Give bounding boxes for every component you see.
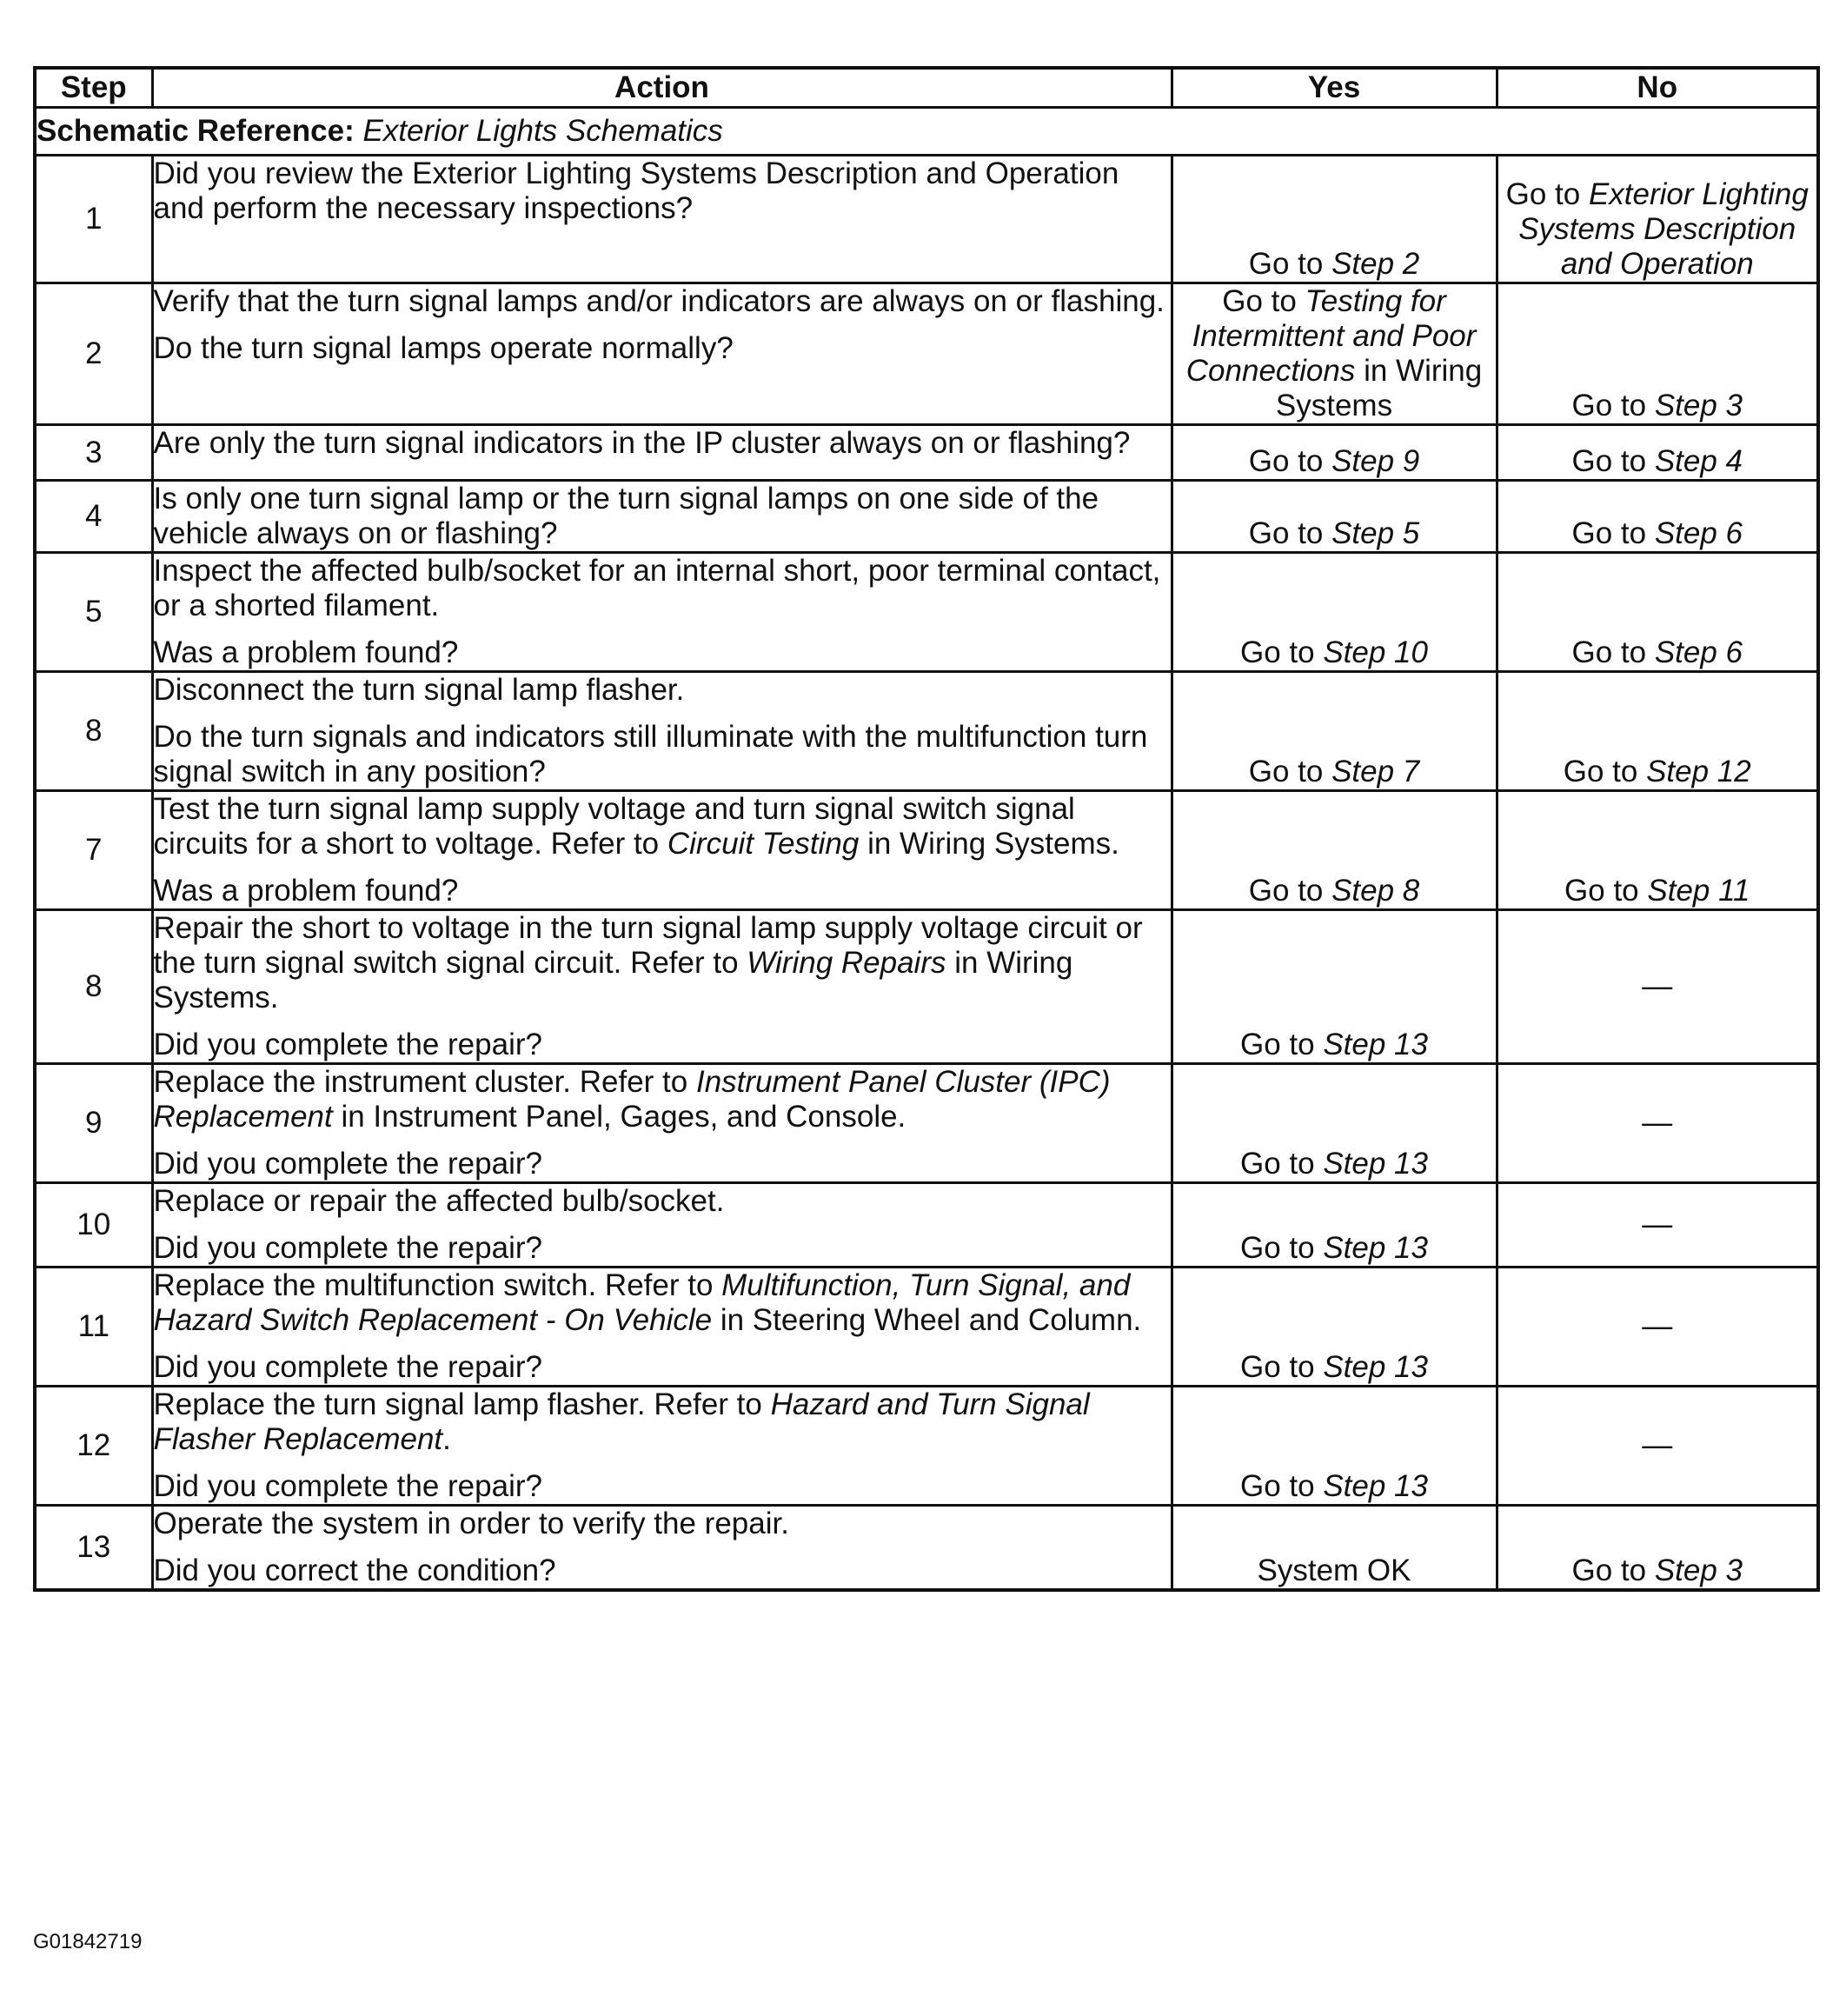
header-row	[35, 68, 1818, 108]
action-paragraph	[154, 1028, 1171, 1062]
text-run: —	[1642, 969, 1673, 1003]
table-row	[35, 1183, 1818, 1267]
action-paragraph	[154, 635, 1171, 670]
schematic-reference-label: Schematic Reference:	[37, 114, 355, 148]
reference-text[interactable]: Step 9	[1331, 444, 1420, 478]
text-run: Did you review the Exterior Lighting Systems Description and Operation and perform the necessary inspections?	[153, 156, 1119, 225]
reference-text[interactable]: Step 7	[1331, 755, 1420, 788]
no-cell	[1497, 910, 1818, 1064]
text-run: Replace the turn signal lamp flasher. Refer to	[153, 1387, 771, 1421]
no-cell	[1497, 1267, 1818, 1387]
reference-text[interactable]: Exterior Lighting Systems Description and Operation	[1518, 177, 1809, 281]
action-cell	[152, 1183, 1172, 1267]
action-paragraph	[154, 1350, 1171, 1385]
action-paragraph	[154, 284, 1171, 319]
action-paragraph	[154, 482, 1171, 551]
table-row	[35, 910, 1818, 1064]
text-run: Did you complete the repair?	[153, 1147, 542, 1181]
no-cell	[1497, 481, 1818, 553]
no-cell	[1497, 156, 1818, 283]
text-run: Did you complete the repair?	[153, 1231, 542, 1265]
table-row	[35, 553, 1818, 672]
header-action: Action	[152, 68, 1172, 108]
yes-cell	[1172, 672, 1497, 791]
reference-text[interactable]: Step 6	[1654, 516, 1743, 550]
step-number: 1	[35, 156, 152, 283]
yes-cell	[1172, 1064, 1497, 1183]
text-run: Did you correct the condition?	[153, 1554, 556, 1587]
schematic-reference-link[interactable]: Exterior Lights Schematics	[362, 114, 723, 148]
step-number: 4	[35, 481, 152, 553]
reference-text[interactable]: Step 12	[1646, 755, 1751, 788]
text-run: in Wiring Systems.	[153, 946, 1073, 1015]
action-paragraph	[154, 426, 1171, 461]
text-run: Go to	[1248, 444, 1332, 478]
reference-text[interactable]: Testing for Intermittent and Poor Connections	[1185, 284, 1477, 388]
action-paragraph	[154, 1268, 1171, 1338]
text-run: Did you complete the repair?	[153, 1469, 542, 1503]
action-paragraph	[154, 1507, 1171, 1541]
table-row	[35, 1506, 1818, 1591]
no-cell	[1497, 791, 1818, 910]
reference-text[interactable]: Wiring Repairs	[747, 946, 946, 980]
table-row	[35, 1064, 1818, 1183]
action-cell	[152, 156, 1172, 283]
step-number: 2	[35, 283, 152, 425]
yes-cell	[1172, 1506, 1497, 1591]
reference-text[interactable]: Step 5	[1331, 516, 1420, 550]
text-run: Do the turn signals and indicators still illuminate with the multifunction turn signal switch in any position?	[153, 720, 1148, 788]
action-paragraph	[154, 874, 1171, 908]
text-run: Go to	[1564, 874, 1648, 908]
text-run: in Instrument Panel, Gages, and Console.	[332, 1100, 906, 1134]
step-number: 11	[35, 1267, 152, 1387]
yes-cell	[1172, 425, 1497, 481]
no-cell	[1497, 1387, 1818, 1506]
text-run: Go to	[1240, 1231, 1324, 1265]
header-no: No	[1497, 68, 1818, 108]
reference-text[interactable]: Circuit Testing	[667, 827, 860, 861]
yes-cell	[1172, 1183, 1497, 1267]
reference-text[interactable]: Step 4	[1654, 444, 1743, 478]
action-paragraph	[154, 331, 1171, 366]
text-run: Inspect the affected bulb/socket for an internal short, poor terminal contact, or a shorted filament.	[153, 554, 1161, 622]
text-run: Replace the multifunction switch. Refer to	[153, 1268, 722, 1302]
text-run: Go to	[1571, 516, 1655, 550]
text-run: Go to	[1240, 1147, 1324, 1181]
text-run: Go to	[1222, 284, 1305, 318]
text-run: .	[442, 1422, 451, 1456]
text-run: Go to	[1248, 247, 1332, 281]
no-cell	[1497, 672, 1818, 791]
yes-cell	[1172, 283, 1497, 425]
reference-text[interactable]: Step 8	[1331, 874, 1420, 908]
table-row	[35, 672, 1818, 791]
text-run: System OK	[1257, 1554, 1411, 1587]
text-run: —	[1642, 1208, 1673, 1241]
reference-text[interactable]: Step 13	[1323, 1231, 1428, 1265]
text-run: Do the turn signal lamps operate normally?	[153, 331, 734, 365]
action-cell	[152, 1387, 1172, 1506]
action-cell	[152, 910, 1172, 1064]
action-cell	[152, 481, 1172, 553]
text-run: Go to	[1571, 1554, 1655, 1587]
table-row	[35, 156, 1818, 283]
action-cell	[152, 791, 1172, 910]
reference-text[interactable]: Step 13	[1323, 1147, 1428, 1181]
yes-cell	[1172, 791, 1497, 910]
schematic-reference-row	[35, 108, 1818, 156]
text-run: Go to	[1240, 1350, 1324, 1384]
text-run: in Steering Wheel and Column.	[712, 1303, 1142, 1337]
text-run: Verify that the turn signal lamps and/or indicators are always on or flashing.	[153, 284, 1165, 318]
schematic-reference	[35, 108, 1818, 156]
text-run: Are only the turn signal indicators in the IP cluster always on or flashing?	[153, 426, 1131, 460]
step-number: 9	[35, 1064, 152, 1183]
step-number: 3	[35, 425, 152, 481]
reference-text[interactable]: Step 13	[1323, 1028, 1428, 1061]
text-run: Go to	[1248, 874, 1332, 908]
text-run: —	[1642, 1428, 1673, 1462]
text-run: Disconnect the turn signal lamp flasher.	[153, 673, 685, 707]
text-run: —	[1642, 1106, 1673, 1140]
action-paragraph	[154, 673, 1171, 708]
action-paragraph	[154, 1387, 1171, 1457]
reference-text[interactable]: Multifunction, Turn Signal, and Hazard Switch Replacement - On Vehicle	[153, 1268, 1131, 1337]
yes-cell	[1172, 481, 1497, 553]
text-run: in Wiring Systems.	[859, 827, 1119, 861]
reference-text[interactable]: Step 11	[1647, 874, 1750, 908]
reference-text[interactable]: Step 6	[1654, 635, 1743, 669]
text-run: Did you complete the repair?	[153, 1028, 542, 1061]
action-cell	[152, 1064, 1172, 1183]
reference-text[interactable]: Instrument Panel Cluster (IPC) Replacement	[153, 1065, 1111, 1134]
text-run: Repair the short to voltage in the turn signal lamp supply voltage circuit or the turn signal switch signal circuit. Refer to	[153, 911, 1143, 980]
text-run: Did you complete the repair?	[153, 1350, 542, 1384]
step-number: 7	[35, 791, 152, 910]
text-run: Go to	[1248, 755, 1332, 788]
text-run: Go to	[1563, 755, 1647, 788]
table-row	[35, 791, 1818, 910]
action-paragraph	[154, 554, 1171, 623]
action-cell	[152, 553, 1172, 672]
action-cell	[152, 1506, 1172, 1591]
no-cell	[1497, 1183, 1818, 1267]
reference-text[interactable]: Step 2	[1331, 247, 1420, 281]
table-row	[35, 1267, 1818, 1387]
no-cell	[1497, 425, 1818, 481]
step-number: 10	[35, 1183, 152, 1267]
diagnostic-table-wrapper	[33, 66, 1816, 1592]
text-run: Go to	[1240, 1469, 1324, 1503]
no-cell	[1497, 1506, 1818, 1591]
no-cell	[1497, 553, 1818, 672]
action-paragraph	[154, 1554, 1171, 1588]
no-cell	[1497, 283, 1818, 425]
text-run: in Wiring Systems	[1275, 354, 1483, 422]
text-run: Go to	[1571, 444, 1655, 478]
text-run: Go to	[1505, 177, 1589, 211]
step-number: 13	[35, 1506, 152, 1591]
action-paragraph	[154, 792, 1171, 862]
step-number: 8	[35, 672, 152, 791]
text-run: Was a problem found?	[153, 635, 459, 669]
action-paragraph	[154, 1469, 1171, 1504]
figure-id: G01842719	[33, 1930, 143, 1953]
text-run: Go to	[1240, 635, 1324, 669]
text-run: Go to	[1248, 516, 1332, 550]
step-number: 8	[35, 910, 152, 1064]
reference-text[interactable]: Step 13	[1323, 1350, 1428, 1384]
action-paragraph	[154, 911, 1171, 1015]
yes-cell	[1172, 910, 1497, 1064]
action-cell	[152, 1267, 1172, 1387]
text-run: Operate the system in order to verify the repair.	[153, 1507, 789, 1540]
text-run: Replace the instrument cluster. Refer to	[153, 1065, 696, 1099]
header-step: Step	[35, 68, 152, 108]
text-run: Go to	[1571, 635, 1655, 669]
reference-text[interactable]: Step 13	[1323, 1469, 1428, 1503]
action-paragraph	[154, 1065, 1171, 1134]
action-paragraph	[154, 156, 1171, 226]
action-paragraph	[154, 720, 1171, 789]
text-run: —	[1642, 1309, 1673, 1343]
text-run: Was a problem found?	[153, 874, 459, 908]
header-yes: Yes	[1172, 68, 1497, 108]
step-number: 12	[35, 1387, 152, 1506]
yes-cell	[1172, 1387, 1497, 1506]
action-paragraph	[154, 1147, 1171, 1181]
step-number: 5	[35, 553, 152, 672]
action-cell	[152, 672, 1172, 791]
text-run: Go to	[1571, 389, 1655, 422]
yes-cell	[1172, 553, 1497, 672]
action-paragraph	[154, 1184, 1171, 1219]
table-row	[35, 1387, 1818, 1506]
no-cell	[1497, 1064, 1818, 1183]
reference-text[interactable]: Step 10	[1323, 635, 1428, 669]
reference-text[interactable]: Hazard and Turn Signal Flasher Replacement	[153, 1387, 1090, 1456]
diagnostic-table	[33, 66, 1820, 1592]
table-body	[35, 108, 1818, 1591]
text-run: Is only one turn signal lamp or the turn signal lamps on one side of the vehicle always on or flashing?	[153, 482, 1099, 550]
action-cell	[152, 425, 1172, 481]
action-cell	[152, 283, 1172, 425]
table-row	[35, 425, 1818, 481]
reference-text[interactable]: Step 3	[1654, 389, 1743, 422]
table-row	[35, 481, 1818, 553]
yes-cell	[1172, 1267, 1497, 1387]
reference-text[interactable]: Step 3	[1654, 1554, 1743, 1587]
text-run: Replace or repair the affected bulb/socket.	[153, 1184, 725, 1218]
text-run: Test the turn signal lamp supply voltage and turn signal switch signal circuits for a short to voltage. Refer to	[153, 792, 1075, 861]
table-row	[35, 283, 1818, 425]
text-run: Go to	[1240, 1028, 1324, 1061]
yes-cell	[1172, 156, 1497, 283]
action-paragraph	[154, 1231, 1171, 1266]
